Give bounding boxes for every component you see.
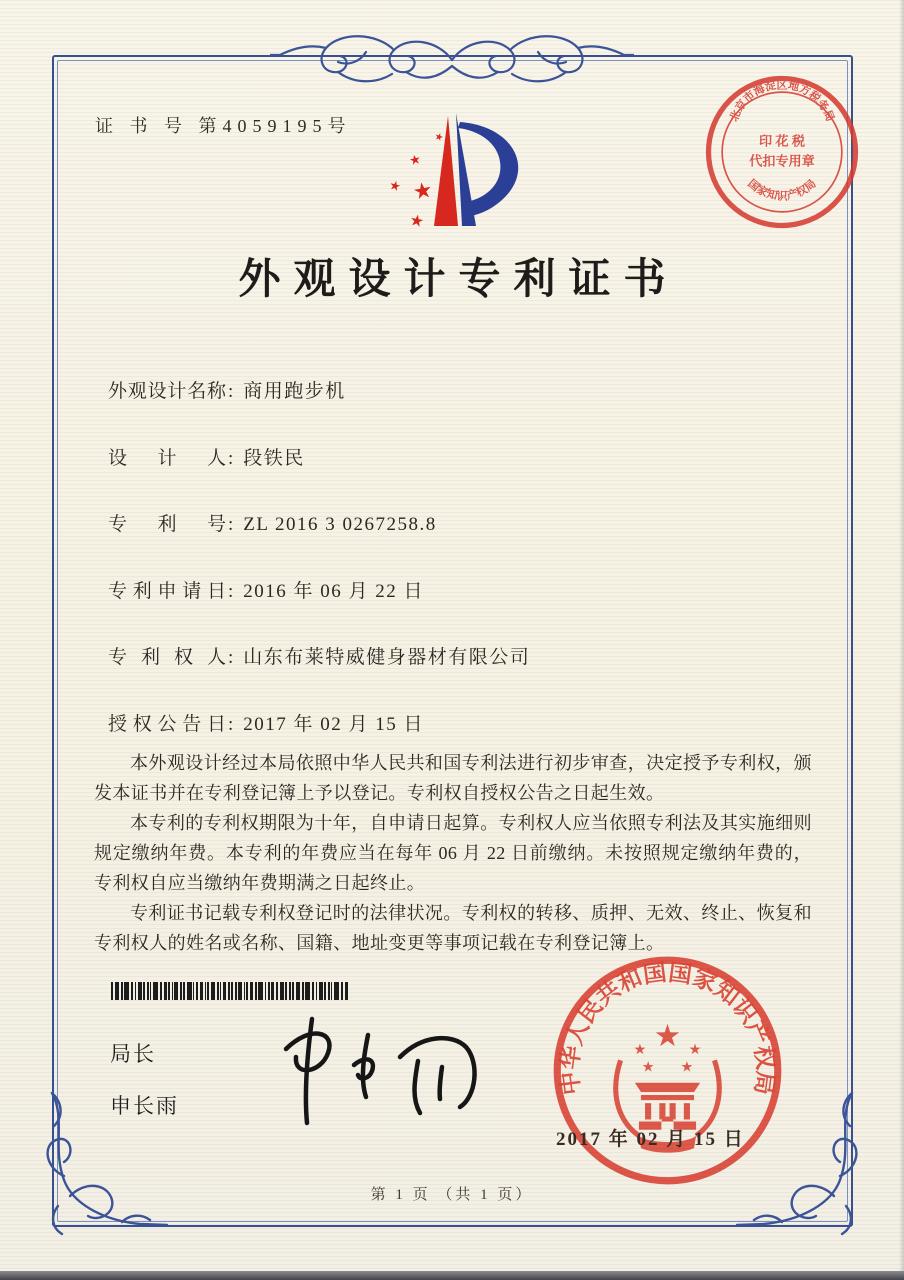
patent-office-logo-icon (372, 98, 530, 238)
field-label: 专利权人 (108, 647, 226, 668)
certificate-title: 外观设计专利证书 (238, 257, 679, 303)
body-paragraph-1: 本外观设计经过本局依照中华人民共和国专利法进行初步审查，决定授予专利权，颁发本证书并在专利登记簿上予以登记。专利权自授权公告之日起生效。 (94, 753, 812, 803)
field-value: 2017 年 02 月 15 日 (243, 714, 425, 735)
tax-stamp-bottom-arc-text: 国家知识产权局 (745, 177, 819, 203)
field-label: 外观设计名称 (108, 381, 226, 402)
svg-text:★: ★ (688, 1042, 702, 1059)
field-value: 商用跑步机 (243, 381, 346, 402)
page-number-footer: 第 1 页 （共 1 页） (370, 1187, 534, 1203)
svg-text:★: ★ (633, 1042, 647, 1059)
certificate-body (94, 748, 812, 958)
field-label: 专利号 (108, 514, 226, 535)
tax-stamp-top-arc-text: 北京市海淀区地方税务局 (728, 79, 836, 124)
signer-title: 局长 (110, 1043, 156, 1066)
svg-text:★: ★ (432, 131, 445, 145)
svg-text:★: ★ (641, 1059, 655, 1076)
field-value: ZL 2016 3 0267258.8 (243, 514, 437, 535)
signer-name: 申长雨 (110, 1095, 179, 1118)
field-designer: 设计人 : 段铁民 (108, 443, 305, 470)
field-value: 2016 年 06 月 22 日 (243, 581, 425, 602)
cnipa-official-seal (545, 948, 790, 1193)
scan-edge-bottom (0, 1271, 904, 1280)
field-patentee: 专利权人 : 山东布莱特威健身器材有限公司 (108, 642, 530, 669)
field-design-name: 外观设计名称 : 商用跑步机 (108, 376, 346, 403)
svg-text:北京市海淀区地方税务局 (727, 77, 837, 123)
director-signature (250, 1005, 500, 1135)
scan-edge-right (899, 0, 904, 1280)
field-label: 专利申请日 (108, 581, 226, 602)
svg-text:★: ★ (408, 152, 423, 170)
body-paragraph-3: 专利证书记载专利权登记时的法律状况。专利权的转移、质押、无效、终止、恢复和专利权人的姓名或名称、国籍、地址变更等事项记载在专利登记簿上。 (94, 903, 812, 953)
field-label: 授权公告日 (108, 714, 226, 735)
body-paragraph-2: 本专利的专利权期限为十年，自申请日起算。专利权人应当依照专利法及其实施细则规定缴纳年费。本专利的年费应当在每年 06 月 22 日前缴纳。未按照规定缴纳年费的，专利权自应当缴纳年费期满之日起终止。 (94, 813, 812, 893)
field-label: 设计人 (108, 448, 226, 469)
svg-text:★: ★ (410, 177, 435, 206)
tax-office-stamp-seal (698, 68, 866, 236)
tax-stamp-line2: 代扣专用章 (749, 153, 815, 169)
tax-stamp-line1: 印 花 税 (759, 133, 805, 149)
seal-date: 2017 年 02 月 15 日 (556, 1129, 745, 1150)
svg-text:★: ★ (680, 1059, 694, 1076)
field-value: 山东布莱特威健身器材有限公司 (243, 647, 531, 668)
svg-text:★: ★ (653, 1019, 682, 1054)
certificate-number: 证 书 号 第4059195号 (95, 116, 352, 136)
barcode (110, 982, 348, 1000)
svg-text:★: ★ (408, 209, 426, 232)
field-grant-date: 授权公告日 : 2017 年 02 月 15 日 (108, 709, 424, 736)
field-application-date: 专利申请日 : 2016 年 06 月 22 日 (108, 576, 424, 603)
field-value: 段铁民 (243, 448, 305, 469)
signer-block (110, 1038, 179, 1120)
svg-text:国家知识产权局 (745, 176, 818, 202)
seal-ring-text: 中华人民共和国国家知识产权局 (557, 960, 778, 1097)
svg-text:★: ★ (387, 177, 403, 196)
field-patent-number: 专利号 : ZL 2016 3 0267258.8 (108, 509, 437, 536)
